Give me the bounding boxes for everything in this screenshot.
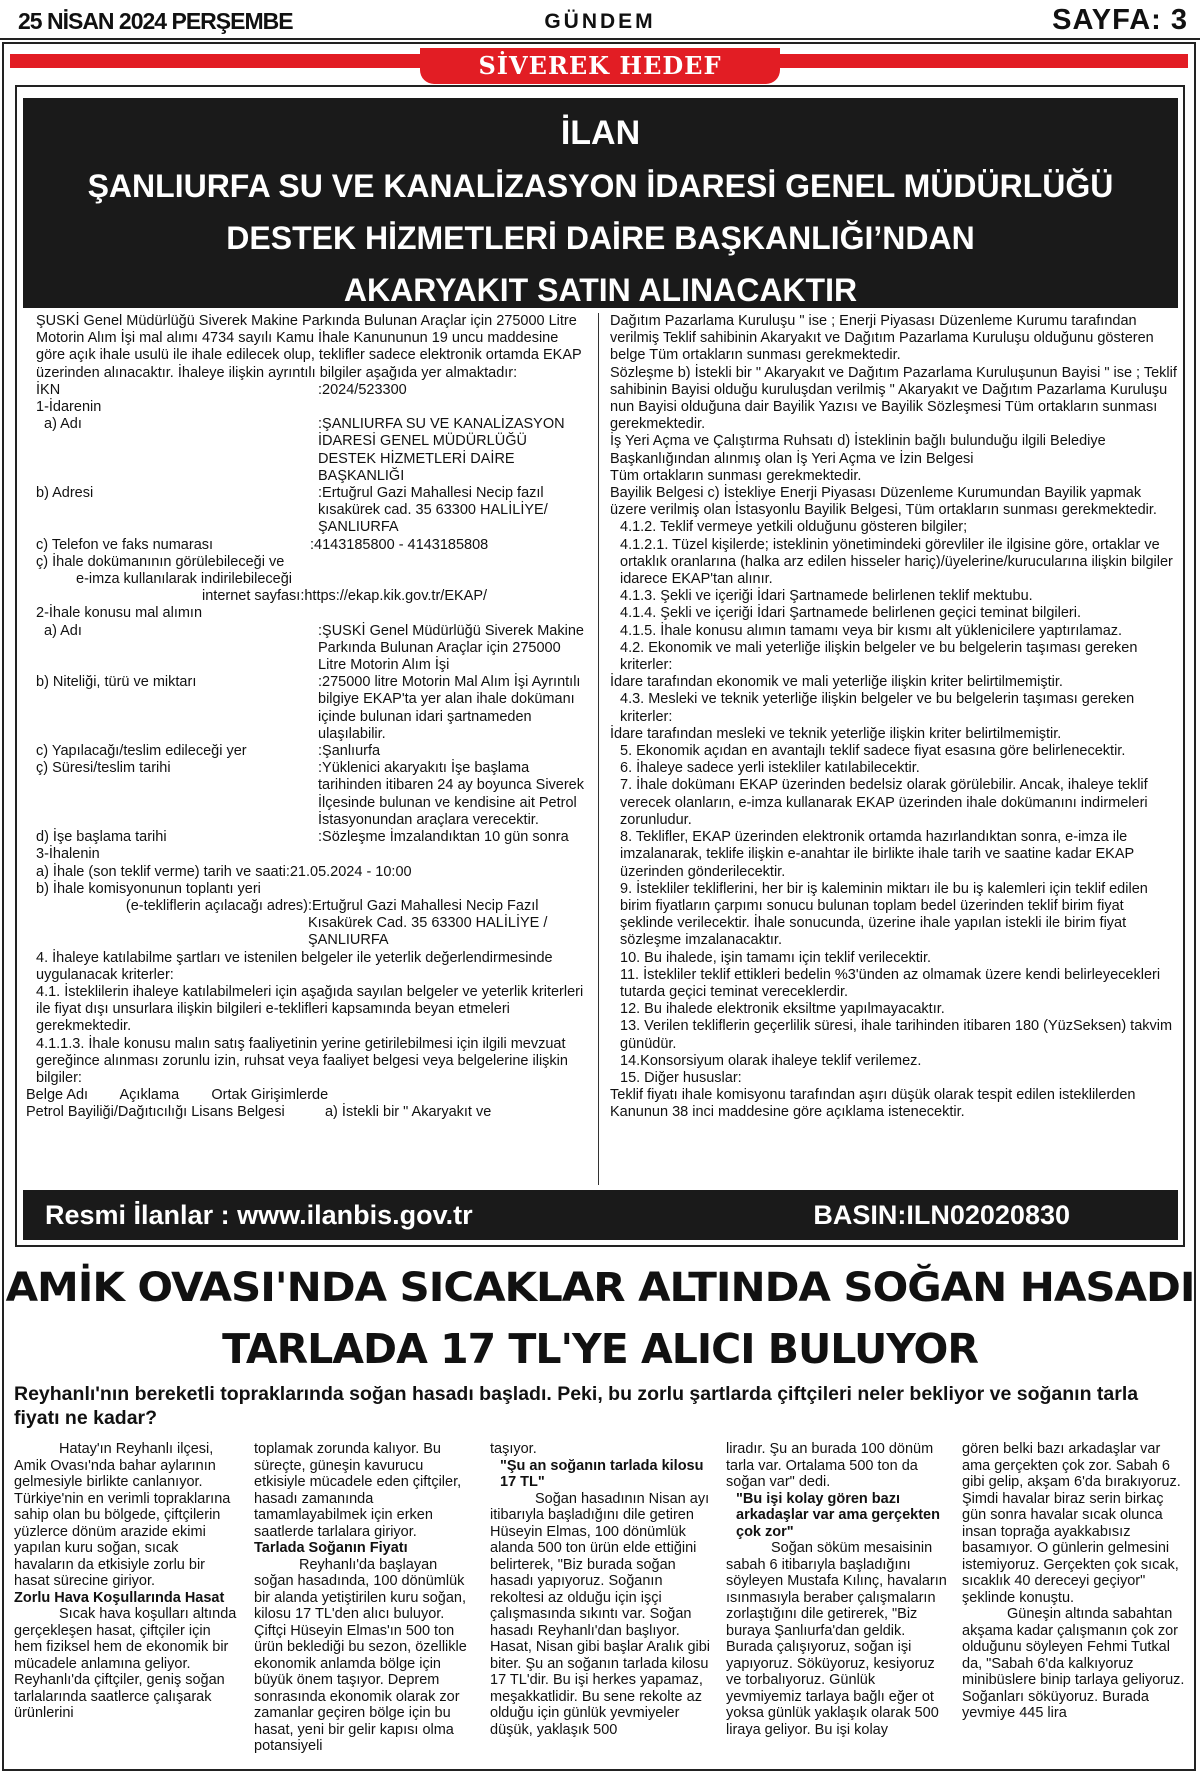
notice-left-column <box>26 313 586 1122</box>
article-subheadline: TARLADA 17 TL'YE ALICI BULUYOR <box>222 1325 978 1373</box>
value: :ŞANLIURFA SU VE KANALİZASYON İDARESİ GENEL MÜDÜRLÜĞÜ DESTEK HİZMETLERİ DAİRE BAŞKANLIĞI <box>318 416 565 484</box>
article-column-4 <box>726 1441 950 1738</box>
value: :Ertuğrul Gazi Mahallesi Necip Fazıl Kısakürek Cad. 35 63300 HALİLİYE / ŞANLIURFA <box>308 897 548 949</box>
article-column-3 <box>490 1441 714 1738</box>
paragraph: Güneşin altında sabahtan akşama kadar çalışmanın çok zor olduğunu söyleyen Fehmi Tutkal da, "Sabah 6'da kalkıyoruz minibüslere binip tarlaya geliyoruz. Soğanları söküyoruz. Burada yevmiye 445 lira <box>962 1606 1185 1721</box>
doc-line-3: internet sayfası:https://ekap.kik.gov.tr/EKAP/ <box>202 588 488 605</box>
header-rule <box>0 38 1200 40</box>
issue-date: 25 NİSAN 2024 PERŞEMBE <box>18 8 293 34</box>
label: a) Adı <box>44 416 82 433</box>
paragraph: Sıcak hava koşulları altında gerçekleşen hasat, çiftçiler için hem fiziksel hem de ekonomik bir mücadele anlamına geliyor. Reyhanlı'da çiftçiler, geniş soğan tarlalarında saatlerce çalışarak ürünlerini <box>14 1606 237 1721</box>
notice-clause: 4.3. Mesleki ve teknik yeterliğe ilişkin belgeler ve bu belgelerin taşıması gereken kriterler: <box>620 691 1135 725</box>
notice-dept: DESTEK HİZMETLERİ DAİRE BAŞKANLIĞI’NDAN <box>226 220 975 256</box>
section-name: GÜNDEM <box>544 10 656 33</box>
notice-title: İLAN <box>560 114 641 152</box>
notice-clause: Sözleşme b) İstekli bir " Akaryakıt ve Dağıtım Pazarlama Kuruluşunun Bayisi " ise ; Teklif sahibinin Bayisi olduğu kuruluşdan verilmiş " Akaryakıt ve Dağıtım Pazarlama Kuruluşu nun Bayisi olduğuna dair Bayilik Yazısı ve Bayilik Sözleşmesi Tüm ortakların sunması gerekmektedir. <box>610 364 1177 433</box>
label: b) Niteliği, türü ve miktarı <box>36 674 197 691</box>
notice-clause: 4.2. Ekonomik ve mali yeterliğe ilişkin belgeler ve bu belgelerin taşıması gereken kriterler: <box>620 639 1138 674</box>
notice-clause: Tüm ortakların sunması gerekmektedir. <box>610 467 862 484</box>
label: ç) Süresi/teslim tarihi <box>36 760 171 777</box>
paragraph: Soğan hasadının Nisan ayı itibarıyla başladığını dile getiren Hüseyin Elmas, 100 dönümlük alanda 500 ton ürün elde ettiğini belirterek, "Biz burada soğan hasadı yapıyoruz. Soğanın rekoltesi az olduğu için işçi çalışmasında sıkıntı var. Soğan hasadı Reyhanlı'dan başlıyor. Hasat, Nisan gibi başlar Aralık gibi biter. Şu an soğanın tarlada kilosu 17 TL'dir. Bu işi herkes yapamaz, meşakkatlidir. Bu sene rekolte az olduğu için günlük yevmiyeler düşük, yaklaşık 500 <box>490 1490 711 1738</box>
notice-clause: 4.1.3. Şekli ve içeriği İdari Şartnamede belirlenen teklif mektubu. <box>620 588 1033 605</box>
value: :275000 litre Motorin Mal Alım İşi Ayrıntılı bilgiye EKAP'ta yer alan ihale dokümanı içinde bulunan idari şartnameden ulaşılabilir. <box>318 674 581 742</box>
value: :Yüklenici akaryakıtı İşe başlama tarihinden itibaren 24 ay boyunca Siverek İlçesinde bulunan ve kendisine ait Petrol İstasyonundan araçlara verecektir. <box>318 760 584 828</box>
page-number: SAYFA: 3 <box>1052 4 1188 36</box>
paragraph: taşıyor. <box>490 1441 537 1457</box>
label: (e-tekliflerin açılacağı adres) <box>125 897 308 914</box>
article-column-5 <box>962 1441 1186 1722</box>
subheading: Zorlu Hava Koşullarında Hasat <box>14 1589 225 1606</box>
table-header: Belge Adı Açıklama Ortak Girişimlerde <box>26 1087 329 1104</box>
notice-clause: İş Yeri Açma ve Çalıştırma Ruhsatı d) İsteklinin bağlı bulunduğu ilgili Belediye Başkanlığından alınmış olan İş Yeri Açma ve İzin Belgesi <box>610 433 1106 467</box>
notice-footer-site: Resmi İlanlar : www.ilanbis.gov.tr <box>45 1200 473 1230</box>
subheading: "Şu an soğanın tarlada kilosu 17 TL" <box>500 1457 704 1490</box>
notice-clause: Bayilik Belgesi c) İstekliye Enerji Piyasası Düzenleme Kurumundan Bayilik yapmak üzere verilmiş olan İstasyonlu Bayilik Belgesi, Tüm ortakların sunması gerekmektedir. <box>610 485 1157 519</box>
section-1-title: 1-İdarenin <box>36 399 102 416</box>
notice-clause: 12. Bu ihalede elektronik eksiltme yapılmayacaktır. <box>620 1001 945 1018</box>
notice-heading <box>23 98 1178 308</box>
notice-clause: İdare tarafından ekonomik ve mali yeterliğe ilişkin kriter belirtilmemiştir. <box>610 674 1063 691</box>
paragraph: Hatay'ın Reyhanlı ilçesi, Amik Ovası'nda bahar aylarının gelmesiyle birlikte canlanıyor. Türkiye'nin en verimli topraklarına sahip olan bu bölgede, çiftçilerin yüzlerce dönüm arazide ekimi yapılan kuru soğan, sıcak havaların da etkisiyle zorlu bir hasat sürecine giriyor. <box>14 1441 231 1589</box>
clause-4-1: 4.1. İsteklilerin ihaleye katılabilmeleri için aşağıda sayılan belgeler ve yeterlik kriterleri ile fiyat dışı unsurlara ilişkin bilgileri e-teklifleri kapsamında beyan etmeleri gerekmektedir. <box>36 983 584 1035</box>
notice-clause: 4.1.2. Teklif vermeye yetkili olduğunu gösteren bilgiler; <box>620 519 968 536</box>
value: :Sözleşme İmzalandıktan 10 gün sonra <box>318 829 569 846</box>
notice-clause: 8. Teklifler, EKAP üzerinden elektronik ortamda hazırlandıktan sonra, e-imza ile imzalanarak, teklife ilişkin e-anahtar ile birlikte ihale tarih ve saatine kadar EKAP üzerinden gönderilecektir. <box>620 829 1134 880</box>
notice-clause: 7. İhale dokümanı EKAP üzerinden bedelsiz olarak görülebilir. Ancak, ihaleye teklif verecek olanların, e-imza kullanarak EKAP üzerinden ihale dokümanını indirmeleri zorunludur. <box>620 777 1148 828</box>
notice-footer-code: BASIN:ILN02020830 <box>813 1200 1070 1230</box>
tender-date: a) İhale (son teklif verme) tarih ve saati:21.05.2024 - 10:00 <box>36 863 412 880</box>
notice-subject: AKARYAKIT SATIN ALINACAKTIR <box>343 272 858 308</box>
notice-clause: İdare tarafından mesleki ve teknik yeterliğe ilişkin kriter belirtilmemiştir. <box>610 725 1062 742</box>
paragraph: toplamak zorunda kalıyor. Bu süreçte, güneşin kavurucu etkisiyle mücadele eden çiftçiler, hasadı zamanında tamamlayabilmek için erken saatlerde tarlalara giriyor. <box>254 1441 462 1540</box>
subheading: Tarlada Soğanın Fiyatı <box>254 1540 408 1556</box>
notice-footer <box>23 1190 1178 1240</box>
value: :4143185800 - 4143185808 <box>310 536 489 553</box>
notice-clause: 11. İstekliler teklif ettikleri bedelin %3'ünden az olmamak üzere kendi belirleyecekleri tutarda geçici teminat vereceklerdir. <box>620 966 1161 1000</box>
value: :Şanlıurfa <box>318 743 381 760</box>
notice-clause: 13. Verilen tekliflerin geçerlilik süresi, ihale tarihinden itibaren 180 (YüzSeksen) takvim günüdür. <box>620 1018 1173 1052</box>
label: a) Adı <box>44 622 82 639</box>
notice-clause: 6. İhaleye sadece yerli istekliler katılabilecektir. <box>620 760 920 777</box>
notice-clause: 15. Diğer hususlar: <box>620 1069 742 1086</box>
subheading: "Bu işi kolay gören bazı arkadaşlar var ama gerçekten çok zor" <box>736 1490 940 1540</box>
label: b) Adresi <box>36 485 94 502</box>
notice-org: ŞANLIURFA SU VE KANALİZASYON İDARESİ GENEL MÜDÜRLÜĞÜ <box>87 168 1114 204</box>
notice-intro: ŞUSKİ Genel Müdürlüğü Siverek Makine Parkında Bulunan Araçlar için 275000 Litre Motorin Alım İşi mal alımı 4734 sayılı Kamu İhale Kanununun 19 uncu maddesine göre açık ihale usulü ile ihale edilecek olup, teklifler sadece elektronik ortamda EKAP üzerinden alınacaktır. İhaleye ilişkin ayrıntılı bilgiler aşağıda yer almaktadır: <box>36 313 582 381</box>
article-headline: AMİK OVASI'NDA SICAKLAR ALTINDA SOĞAN HASADI <box>5 1265 1195 1311</box>
label: d) İşe başlama tarihi <box>36 829 167 846</box>
value: :ŞUSKİ Genel Müdürlüğü Siverek Makine Parkında Bulunan Araçlar için 275000 Litre Motorin Alım İşi <box>318 622 584 674</box>
section-2-title: 2-İhale konusu mal alımın <box>36 605 203 622</box>
notice-clause: Dağıtım Pazarlama Kuruluşu " ise ; Enerji Piyasası Düzenleme Kurumu tarafından verilmiş Teklif sahibinin Akaryakıt ve Dağıtım Pazarlama Kuruluşu olduğunu gösteren belge Tüm ortakların sunması gerekmektedir. <box>610 313 1154 364</box>
notice-clause: 4.1.5. İhale konusu alımın tamamı veya bir kısmı alt yüklenicilere yaptırılamaz. <box>620 622 1123 639</box>
notice-clause: 9. İstekliler tekliflerini, her bir iş kaleminin miktarı ile bu iş kalemleri için teklif edilen birim fiyatların çarpımı sonucu bulunan toplam bedel üzerinden teklif birim fiyat şeklinde verilecektir. İhale sonucunda, üzerine ihale yapılan istekli ile birim fiyat sözleşme imzalanacaktır. <box>620 880 1148 949</box>
article-column-2 <box>254 1441 478 1755</box>
paragraph: liradır. Şu an burada 100 dönüm tarla var. Ortalama 500 ton da soğan var" dedi. <box>726 1441 934 1490</box>
notice-clause: 4.1.4. Şekli ve içeriği İdari Şartnamede belirlenen geçici teminat bilgileri. <box>620 605 1082 622</box>
clause-4: 4. İhaleye katılabilme şartları ve istenilen belgeler ile yeterlik değerlendirmesinde uygulanacak kriterler: <box>36 949 553 983</box>
paragraph: gören belki bazı arkadaşlar var ama gerçekten çok zor. Sabah 6 gibi gelip, akşam 6'da bırakıyoruz. Şimdi havalar biraz serin birkaç gün sonra havalar sıcak olunca insan toprağa ayakkabısız basamıyor. O günlerin gelmesini istemiyoruz. Gerçekten çok sıcak, sıcaklık 40 dereceyi geçiyor" şeklinde konuştu. <box>962 1441 1181 1606</box>
notice-clause: 4.1.2.1. Tüzel kişilerde; isteklinin yönetimindeki görevliler ile ilgisine göre, ortaklar ve ortaklık oranlarına (halka arz edilen hisseler hariç)/üyelerine/kurucularına ilişkin bilgiler idarece EKAP'tan alınır. <box>620 536 1173 588</box>
label: c) Yapılacağı/teslim edileceği yer <box>36 743 247 760</box>
label: c) Telefon ve faks numarası <box>36 536 214 553</box>
table-row: Petrol Bayiliği/Dağıtıcılığı Lisans Belgesi a) İstekli bir " Akaryakıt ve <box>26 1104 492 1121</box>
article-lead: Reyhanlı'nın bereketli topraklarında soğan hasadı başladı. Peki, bu zorlu şartlarda çiftçileri neler bekliyor ve soğanın tarla fiyatı ne kadar? <box>14 1383 1139 1429</box>
clause-4-1-1-3: 4.1.1.3. İhale konusu malın satış faaliyetinin yerine getirilebilmesi için ilgili mevzuat gereğince alınması zorunlu izin, ruhsat veya faaliyet belgesi veya belgelerine ilişkin bilgiler: <box>36 1035 568 1086</box>
column-divider <box>598 313 599 1185</box>
committee-label: b) İhale komisyonunun toplantı yeri <box>36 880 261 897</box>
page-header <box>0 0 1200 42</box>
masthead: SİVEREK HEDEF <box>420 48 780 84</box>
ikn-label: İKN <box>36 381 61 398</box>
notice-right-column <box>610 313 1178 1122</box>
doc-line-1: ç) İhale dokümanının görülebileceği ve <box>36 553 285 570</box>
paragraph: Reyhanlı'da başlayan soğan hasadında, 100 dönümlük bir alanda yetiştirilen kuru soğan, kilosu 17 TL'den alıcı buluyor. Çiftçi Hüseyin Elmas'ın 500 ton ürün beklediği bu sezon, özellikle ekonomik anlamda bölge için büyük önem taşıyor. Deprem sonrasında ekonomik olarak zor zamanlar geçiren bölge için bu hasat, yeni bir gelir kapısı olma potansiyeli <box>254 1556 467 1754</box>
notice-clause: 10. Bu ihalede, işin tamamı için teklif verilecektir. <box>620 949 932 966</box>
section-3-title: 3-İhalenin <box>36 846 100 863</box>
doc-line-2: e-imza kullanılarak indirilebileceği <box>76 571 292 588</box>
ikn-value: :2024/523300 <box>318 381 407 398</box>
notice-clause: 14.Konsorsiyum olarak ihaleye teklif verilemez. <box>620 1052 922 1069</box>
paragraph: Soğan söküm mesaisinin sabah 6 itibarıyla başladığını söyleyen Mustafa Kılınç, havaların ısınmasıyla beraber çalışmaların zorlaştığını dile getirerek, "Biz buraya Şanlıurfa'dan geldik. Burada çalışıyoruz, soğan işi yapıyoruz. Söküyoruz, kesiyoruz ve torbalıyoruz. Günlük yevmiyemiz tarlaya bağlı eğer ot yoksa günlük yaklaşık olarak 500 liraya geliyor. Bu işi kolay <box>726 1540 947 1738</box>
notice-clause: 5. Ekonomik açıdan en avantajlı teklif sadece fiyat esasına göre belirlenecektir. <box>620 743 1126 760</box>
article-column-1 <box>14 1441 238 1722</box>
value: :Ertuğrul Gazi Mahallesi Necip fazıl kısakürek cad. 35 63300 HALİLİYE/ŞANLIURFA <box>318 485 548 536</box>
notice-clause: Teklif fiyatı ihale komisyonu tarafından aşırı düşük olarak tespit edilen isteklilerden Kanunun 38 inci maddesine göre açıklama istenecektir. <box>610 1087 1136 1121</box>
